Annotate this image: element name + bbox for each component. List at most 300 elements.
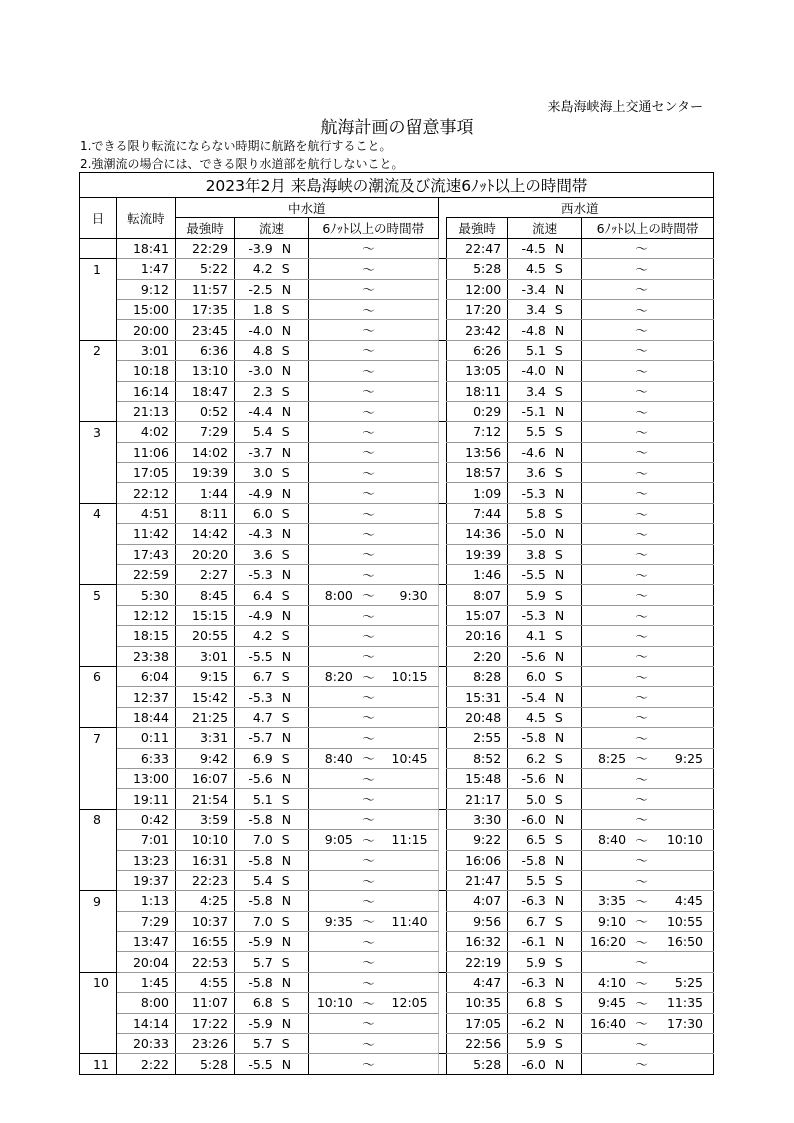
nishi-peak-cell: 15:31	[447, 687, 508, 707]
day-cell	[80, 870, 117, 890]
naka-window-start-cell	[308, 544, 357, 564]
turn-time-cell: 11:06	[116, 442, 175, 462]
nishi-direction-cell: N	[550, 932, 582, 952]
day-cell	[80, 238, 117, 258]
nishi-direction-cell: N	[550, 728, 582, 748]
nishi-window-start-cell	[582, 626, 631, 646]
table-body	[80, 238, 714, 1074]
naka-window-tilde-cell: 〜	[357, 442, 380, 462]
naka-peak-cell: 5:28	[175, 1054, 234, 1074]
naka-direction-cell: N	[277, 1013, 309, 1033]
day-cell	[80, 463, 117, 483]
naka-window-end-cell	[380, 483, 438, 503]
table-row	[80, 320, 714, 340]
naka-window-start-cell	[308, 279, 357, 299]
turn-time-cell: 1:13	[116, 891, 175, 911]
naka-direction-cell: N	[277, 565, 309, 585]
naka-window-end-cell	[380, 1013, 438, 1033]
gap-cell	[438, 952, 446, 972]
nishi-window-tilde-cell: 〜	[630, 605, 653, 625]
nishi-window-end-cell	[653, 544, 713, 564]
nishi-window-end-cell	[653, 320, 713, 340]
nishi-window-tilde-cell: 〜	[630, 870, 653, 890]
day-cell	[80, 646, 117, 666]
turn-time-cell: 9:12	[116, 279, 175, 299]
nishi-direction-cell: N	[550, 1013, 582, 1033]
nishi-window-start-cell	[582, 1034, 631, 1054]
naka-window-start-cell: 8:20	[308, 666, 357, 686]
table-row	[80, 952, 714, 972]
naka-window-end-cell	[380, 891, 438, 911]
naka-speed-cell: 6.8	[235, 993, 277, 1013]
naka-window-tilde-cell: 〜	[357, 972, 380, 992]
gap-cell	[438, 870, 446, 890]
turn-time-cell: 6:33	[116, 748, 175, 768]
naka-window-start-cell	[308, 1034, 357, 1054]
nishi-window-end-cell	[653, 626, 713, 646]
naka-window-end-cell: 10:15	[380, 666, 438, 686]
nishi-window-end-cell: 4:45	[653, 891, 713, 911]
naka-speed-cell: 2.3	[235, 381, 277, 401]
naka-peak-cell: 16:31	[175, 850, 234, 870]
table-row	[80, 830, 714, 850]
table-row	[80, 585, 714, 605]
nishi-speed-cell: -3.4	[508, 279, 550, 299]
nishi-direction-cell: N	[550, 279, 582, 299]
naka-window-end-cell	[380, 728, 438, 748]
nishi-direction-cell: N	[550, 687, 582, 707]
naka-direction-cell: S	[277, 340, 309, 360]
nishi-speed-cell: 6.5	[508, 830, 550, 850]
turn-time-cell: 17:43	[116, 544, 175, 564]
naka-window-end-cell	[380, 565, 438, 585]
naka-window-end-cell	[380, 768, 438, 788]
nishi-peak-cell: 20:16	[447, 626, 508, 646]
day-cell	[80, 830, 117, 850]
naka-speed-cell: 4.8	[235, 340, 277, 360]
naka-speed-cell: 5.4	[235, 870, 277, 890]
nishi-window-start-cell	[582, 361, 631, 381]
turn-time-cell: 8:00	[116, 993, 175, 1013]
nishi-peak-cell: 9:22	[447, 830, 508, 850]
nishi-direction-cell: N	[550, 524, 582, 544]
nishi-speed-cell: -5.6	[508, 768, 550, 788]
gap-cell	[438, 279, 446, 299]
nishi-window-end-cell	[653, 850, 713, 870]
table-row	[80, 361, 714, 381]
nishi-window-end-cell	[653, 1054, 713, 1074]
table-row	[80, 972, 714, 992]
naka-peak-cell: 17:35	[175, 299, 234, 319]
col-turn-header: 転流時	[116, 198, 175, 239]
day-cell	[80, 483, 117, 503]
naka-window-start-cell	[308, 850, 357, 870]
naka-window-tilde-cell: 〜	[357, 626, 380, 646]
nishi-window-start-cell: 9:10	[582, 911, 631, 931]
nishi-window-start-cell	[582, 299, 631, 319]
table-row	[80, 728, 714, 748]
nishi-window-start-cell	[582, 1054, 631, 1074]
gap-cell	[438, 361, 446, 381]
turn-time-cell: 18:15	[116, 626, 175, 646]
nishi-speed-cell: -4.5	[508, 238, 550, 258]
naka-window-tilde-cell: 〜	[357, 1013, 380, 1033]
gap-cell	[438, 381, 446, 401]
nishi-window-end-cell	[653, 565, 713, 585]
day-cell	[80, 442, 117, 462]
nishi-window-end-cell: 11:35	[653, 993, 713, 1013]
nishi-window-tilde-cell: 〜	[630, 789, 653, 809]
nishi-window-start-cell	[582, 381, 631, 401]
nishi-direction-cell: N	[550, 891, 582, 911]
gap-cell	[438, 830, 446, 850]
gap-cell	[438, 728, 446, 748]
naka-window-start-cell	[308, 932, 357, 952]
turn-time-cell: 4:51	[116, 503, 175, 523]
nishi-window-end-cell	[653, 279, 713, 299]
nishi-window-end-cell	[653, 687, 713, 707]
naka-window-end-cell	[380, 707, 438, 727]
naka-window-start-cell	[308, 809, 357, 829]
day-cell	[80, 707, 117, 727]
naka-direction-cell: N	[277, 687, 309, 707]
nishi-window-end-cell	[653, 605, 713, 625]
turn-time-cell: 12:37	[116, 687, 175, 707]
nishi-direction-cell: N	[550, 565, 582, 585]
nishi-peak-header: 最強時	[447, 218, 508, 238]
nishi-peak-cell: 8:07	[447, 585, 508, 605]
nishi-speed-cell: -6.3	[508, 891, 550, 911]
nishi-peak-cell: 22:56	[447, 1034, 508, 1054]
nishi-peak-cell: 9:56	[447, 911, 508, 931]
naka-window-tilde-cell: 〜	[357, 340, 380, 360]
naka-peak-header: 最強時	[175, 218, 234, 238]
naka-direction-cell: S	[277, 544, 309, 564]
nishi-window-end-cell	[653, 340, 713, 360]
naka-window-tilde-cell: 〜	[357, 361, 380, 381]
table-row	[80, 1054, 714, 1074]
nishi-window-start-cell: 16:40	[582, 1013, 631, 1033]
nishi-window-start-cell: 8:25	[582, 748, 631, 768]
naka-peak-cell: 19:39	[175, 463, 234, 483]
nishi-window-start-cell	[582, 544, 631, 564]
naka-speed-cell: -5.6	[235, 768, 277, 788]
nishi-window-end-cell	[653, 401, 713, 421]
naka-peak-cell: 8:11	[175, 503, 234, 523]
naka-window-start-cell	[308, 503, 357, 523]
naka-window-tilde-cell: 〜	[357, 503, 380, 523]
naka-window-start-cell	[308, 340, 357, 360]
day-cell	[80, 381, 117, 401]
gap-cell	[438, 1054, 446, 1074]
nishi-window-tilde-cell: 〜	[630, 666, 653, 686]
naka-direction-cell: N	[277, 850, 309, 870]
naka-speed-cell: 1.8	[235, 299, 277, 319]
naka-speed-cell: -5.9	[235, 1013, 277, 1033]
naka-speed-cell: 4.2	[235, 626, 277, 646]
naka-direction-cell: S	[277, 503, 309, 523]
naka-window-start-cell	[308, 401, 357, 421]
turn-time-cell: 15:00	[116, 299, 175, 319]
nishi-window-tilde-cell: 〜	[630, 850, 653, 870]
naka-peak-cell: 16:55	[175, 932, 234, 952]
nishi-speed-cell: -5.4	[508, 687, 550, 707]
naka-speed-cell: 6.7	[235, 666, 277, 686]
naka-window-start-cell	[308, 707, 357, 727]
naka-speed-cell: -5.7	[235, 728, 277, 748]
gap-cell	[438, 320, 446, 340]
naka-window-tilde-cell: 〜	[357, 932, 380, 952]
nishi-speed-cell: 4.1	[508, 626, 550, 646]
naka-peak-cell: 2:27	[175, 565, 234, 585]
table-row	[80, 565, 714, 585]
nishi-direction-cell: S	[550, 870, 582, 890]
gap-cell	[438, 891, 446, 911]
nishi-direction-cell: N	[550, 483, 582, 503]
naka-window-end-cell	[380, 870, 438, 890]
nishi-window-end-cell	[653, 789, 713, 809]
nishi-window-tilde-cell: 〜	[630, 911, 653, 931]
nishi-window-tilde-cell: 〜	[630, 381, 653, 401]
nishi-speed-cell: -5.8	[508, 850, 550, 870]
naka-window-end-cell	[380, 646, 438, 666]
nishi-window-tilde-cell: 〜	[630, 401, 653, 421]
nishi-peak-cell: 15:48	[447, 768, 508, 788]
naka-speed-cell: -5.8	[235, 891, 277, 911]
naka-peak-cell: 15:15	[175, 605, 234, 625]
day-cell: 10	[80, 972, 117, 992]
nishi-speed-cell: 6.7	[508, 911, 550, 931]
nishi-window-end-cell: 5:25	[653, 972, 713, 992]
naka-peak-cell: 16:07	[175, 768, 234, 788]
table-row	[80, 748, 714, 768]
day-cell: 7	[80, 728, 117, 748]
nishi-direction-cell: S	[550, 1034, 582, 1054]
nishi-peak-cell: 8:28	[447, 666, 508, 686]
naka-window-start-cell: 8:40	[308, 748, 357, 768]
nishi-window-end-cell	[653, 361, 713, 381]
day-cell	[80, 401, 117, 421]
turn-time-cell: 17:05	[116, 463, 175, 483]
naka-peak-cell: 20:55	[175, 626, 234, 646]
nishi-window-start-cell	[582, 789, 631, 809]
nishi-speed-cell: 5.9	[508, 952, 550, 972]
nishi-window-tilde-cell: 〜	[630, 626, 653, 646]
nishi-window-tilde-cell: 〜	[630, 524, 653, 544]
nishi-peak-cell: 18:57	[447, 463, 508, 483]
nishi-window-tilde-cell: 〜	[630, 952, 653, 972]
nishi-window-end-cell	[653, 483, 713, 503]
nishi-direction-cell: S	[550, 544, 582, 564]
naka-speed-cell: -4.9	[235, 605, 277, 625]
naka-window-tilde-cell: 〜	[357, 238, 380, 258]
table-row	[80, 809, 714, 829]
gap-cell	[438, 259, 446, 279]
table-row	[80, 605, 714, 625]
naka-window-end-cell	[380, 401, 438, 421]
nishi-window-end-cell	[653, 585, 713, 605]
naka-speed-cell: -4.0	[235, 320, 277, 340]
turn-time-cell: 20:00	[116, 320, 175, 340]
naka-speed-cell: 4.2	[235, 259, 277, 279]
naka-direction-cell: N	[277, 483, 309, 503]
gap-cell	[438, 605, 446, 625]
naka-speed-cell: 3.0	[235, 463, 277, 483]
naka-peak-cell: 23:45	[175, 320, 234, 340]
nishi-speed-cell: 5.9	[508, 1034, 550, 1054]
naka-peak-cell: 23:26	[175, 1034, 234, 1054]
nishi-direction-cell: S	[550, 340, 582, 360]
nishi-window-start-cell	[582, 666, 631, 686]
naka-direction-cell: N	[277, 238, 309, 258]
naka-window-end-cell	[380, 952, 438, 972]
nishi-window-start-cell	[582, 524, 631, 544]
note-1: 1.できる限り転流にならない時期に航路を航行すること。	[80, 139, 392, 153]
nishi-window-start-cell	[582, 809, 631, 829]
nishi-window-tilde-cell: 〜	[630, 259, 653, 279]
naka-window-tilde-cell: 〜	[357, 1054, 380, 1074]
nishi-direction-cell: N	[550, 442, 582, 462]
naka-peak-cell: 9:42	[175, 748, 234, 768]
naka-window-start-cell	[308, 1013, 357, 1033]
gap-cell	[438, 626, 446, 646]
naka-peak-cell: 3:59	[175, 809, 234, 829]
naka-window-end-cell	[380, 972, 438, 992]
table-row	[80, 381, 714, 401]
nishi-speed-cell: -5.6	[508, 646, 550, 666]
naka-direction-cell: N	[277, 524, 309, 544]
naka-window-tilde-cell: 〜	[357, 687, 380, 707]
naka-window-start-cell: 8:00	[308, 585, 357, 605]
naka-speed-cell: -5.5	[235, 646, 277, 666]
nishi-peak-cell: 21:47	[447, 870, 508, 890]
naka-window-end-cell: 10:45	[380, 748, 438, 768]
table-row	[80, 850, 714, 870]
naka-peak-cell: 14:42	[175, 524, 234, 544]
naka-direction-cell: N	[277, 646, 309, 666]
day-cell	[80, 299, 117, 319]
naka-window-end-cell	[380, 544, 438, 564]
nishi-window-tilde-cell: 〜	[630, 279, 653, 299]
naka-window-start-cell	[308, 952, 357, 972]
naka-peak-cell: 0:52	[175, 401, 234, 421]
naka-direction-cell: N	[277, 728, 309, 748]
nishi-peak-cell: 8:52	[447, 748, 508, 768]
naka-window-header: 6ﾉｯﾄ以上の時間帯	[308, 218, 438, 238]
nishi-window-start-cell: 9:45	[582, 993, 631, 1013]
nishi-window-tilde-cell: 〜	[630, 565, 653, 585]
table-row	[80, 503, 714, 523]
gap-cell	[438, 850, 446, 870]
turn-time-cell: 0:11	[116, 728, 175, 748]
nishi-speed-cell: 3.4	[508, 299, 550, 319]
nishi-window-start-cell	[582, 422, 631, 442]
nishi-direction-cell: N	[550, 646, 582, 666]
nishi-window-start-cell: 8:40	[582, 830, 631, 850]
nishi-speed-cell: 5.9	[508, 585, 550, 605]
nishi-window-end-cell: 16:50	[653, 932, 713, 952]
nishi-peak-cell: 2:20	[447, 646, 508, 666]
turn-time-cell: 19:11	[116, 789, 175, 809]
naka-peak-cell: 15:42	[175, 687, 234, 707]
naka-direction-cell: N	[277, 809, 309, 829]
table-row	[80, 646, 714, 666]
table-row	[80, 687, 714, 707]
nishi-peak-cell: 22:19	[447, 952, 508, 972]
naka-peak-cell: 22:29	[175, 238, 234, 258]
nishi-direction-cell: S	[550, 952, 582, 972]
day-cell	[80, 748, 117, 768]
naka-window-tilde-cell: 〜	[357, 952, 380, 972]
turn-time-cell: 11:42	[116, 524, 175, 544]
nishi-direction-cell: S	[550, 381, 582, 401]
turn-time-cell: 2:22	[116, 1054, 175, 1074]
turn-time-cell: 3:01	[116, 340, 175, 360]
gap-cell	[438, 340, 446, 360]
nishi-window-start-cell	[582, 585, 631, 605]
nishi-direction-cell: S	[550, 503, 582, 523]
naka-peak-cell: 13:10	[175, 361, 234, 381]
nishi-peak-cell: 16:06	[447, 850, 508, 870]
naka-speed-cell: 4.7	[235, 707, 277, 727]
nishi-window-start-cell	[582, 320, 631, 340]
day-cell	[80, 524, 117, 544]
nishi-speed-cell: -5.3	[508, 483, 550, 503]
turn-time-cell: 22:12	[116, 483, 175, 503]
naka-window-tilde-cell: 〜	[357, 544, 380, 564]
table-row	[80, 1013, 714, 1033]
naka-window-start-cell	[308, 259, 357, 279]
nishi-peak-cell: 17:05	[447, 1013, 508, 1033]
nishi-window-end-cell	[653, 422, 713, 442]
nishi-peak-cell: 2:55	[447, 728, 508, 748]
naka-peak-cell: 21:54	[175, 789, 234, 809]
nishi-window-tilde-cell: 〜	[630, 1054, 653, 1074]
nishi-peak-cell: 7:12	[447, 422, 508, 442]
day-cell	[80, 952, 117, 972]
naka-direction-cell: S	[277, 299, 309, 319]
nishi-speed-cell: -5.1	[508, 401, 550, 421]
nishi-peak-cell: 13:05	[447, 361, 508, 381]
nishi-speed-cell: 5.5	[508, 870, 550, 890]
naka-window-tilde-cell: 〜	[357, 279, 380, 299]
naka-peak-cell: 4:25	[175, 891, 234, 911]
naka-speed-cell: -5.8	[235, 972, 277, 992]
table-row	[80, 993, 714, 1013]
nishi-window-end-cell	[653, 666, 713, 686]
naka-speed-cell: -5.3	[235, 687, 277, 707]
nishi-window-end-cell: 10:10	[653, 830, 713, 850]
naka-speed-cell: -2.5	[235, 279, 277, 299]
table-row	[80, 401, 714, 421]
gap-cell	[438, 503, 446, 523]
table-row	[80, 524, 714, 544]
nishi-window-tilde-cell: 〜	[630, 891, 653, 911]
nishi-speed-cell: -6.3	[508, 972, 550, 992]
nishi-window-end-cell	[653, 1034, 713, 1054]
nishi-window-start-cell	[582, 463, 631, 483]
naka-window-start-cell	[308, 870, 357, 890]
naka-window-start-cell	[308, 687, 357, 707]
naka-speed-cell: -4.3	[235, 524, 277, 544]
turn-time-cell: 14:14	[116, 1013, 175, 1033]
table-row	[80, 299, 714, 319]
naka-window-tilde-cell: 〜	[357, 524, 380, 544]
naka-speed-cell: -4.4	[235, 401, 277, 421]
naka-direction-cell: N	[277, 401, 309, 421]
day-cell: 1	[80, 259, 117, 279]
nishi-direction-cell: N	[550, 320, 582, 340]
